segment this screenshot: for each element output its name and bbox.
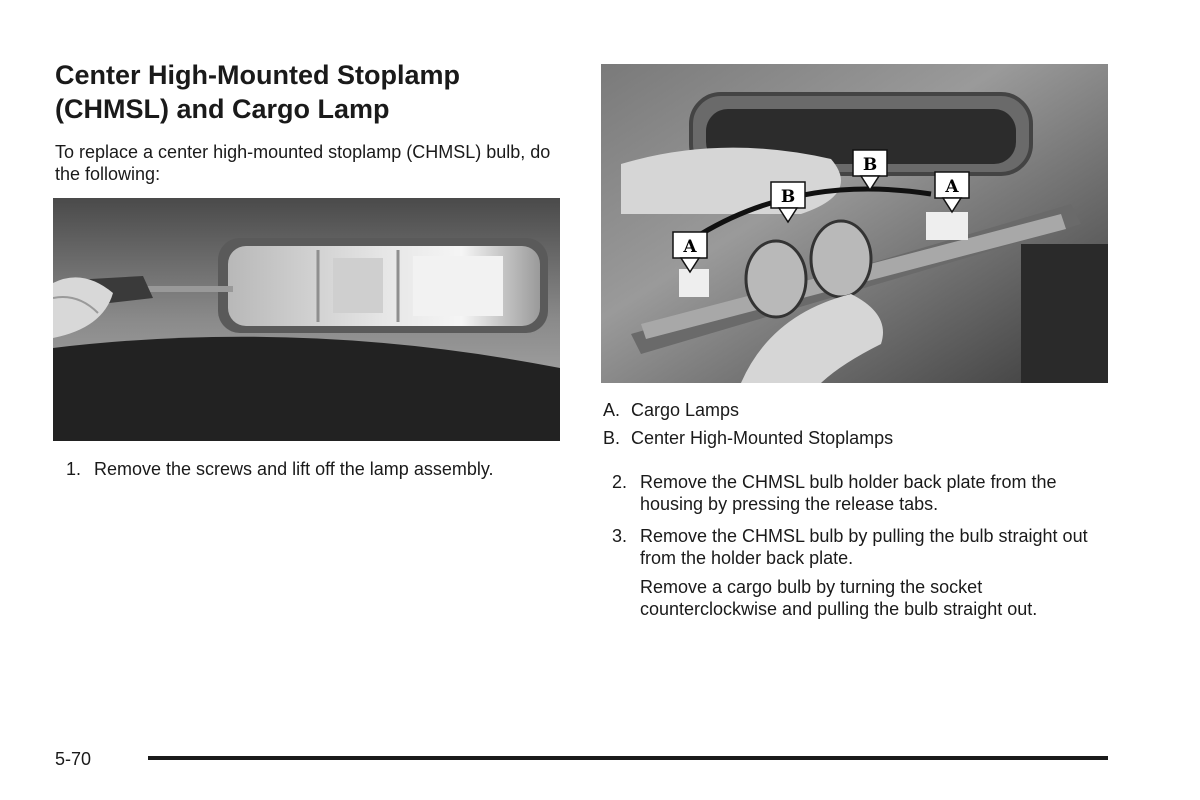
legend-key-a: A. <box>603 400 621 420</box>
callout-b-right-label: B <box>862 155 878 175</box>
callout-a-right-label: A <box>945 177 959 197</box>
legend-text-b: Center High-Mounted Stoplamps <box>631 428 894 448</box>
step-3-text: Remove the CHMSL bulb by pulling the bulb straight out from the holder back plate. <box>640 526 1088 568</box>
step-1-text: Remove the screws and lift off the lamp assembly. <box>94 459 494 479</box>
lamp-assembly-photo <box>53 198 560 441</box>
step-3-number: 3. <box>612 526 628 546</box>
step-2-number: 2. <box>612 472 628 492</box>
chmsl-cargo-lamp-photo <box>601 64 1108 383</box>
callout-b-left-label: B <box>780 187 796 207</box>
cargo-bulb-note: Remove a cargo bulb by turning the socket counterclockwise and pulling the bulb straight out. <box>640 577 1038 619</box>
page-number: 5-70 <box>55 749 92 769</box>
title-line-2: (CHMSL) and Cargo Lamp <box>55 94 390 124</box>
page-title <box>55 58 565 126</box>
footer-rule <box>148 756 1108 760</box>
title-line-1: Center High-Mounted Stoplamp <box>55 60 460 90</box>
legend-item-a <box>603 399 739 421</box>
step-3 <box>612 525 1112 569</box>
step-2 <box>612 471 1112 515</box>
step-1-number: 1. <box>66 459 82 479</box>
legend-item-b <box>603 427 893 449</box>
callout-a-left-label: A <box>683 237 697 257</box>
step-2-text: Remove the CHMSL bulb holder back plate from the housing by pressing the release tabs. <box>640 472 1057 514</box>
legend-text-a: Cargo Lamps <box>631 400 740 420</box>
legend-key-b: B. <box>603 428 621 448</box>
intro-paragraph: To replace a center high-mounted stoplamp (CHMSL) bulb, do the following: <box>55 142 551 184</box>
